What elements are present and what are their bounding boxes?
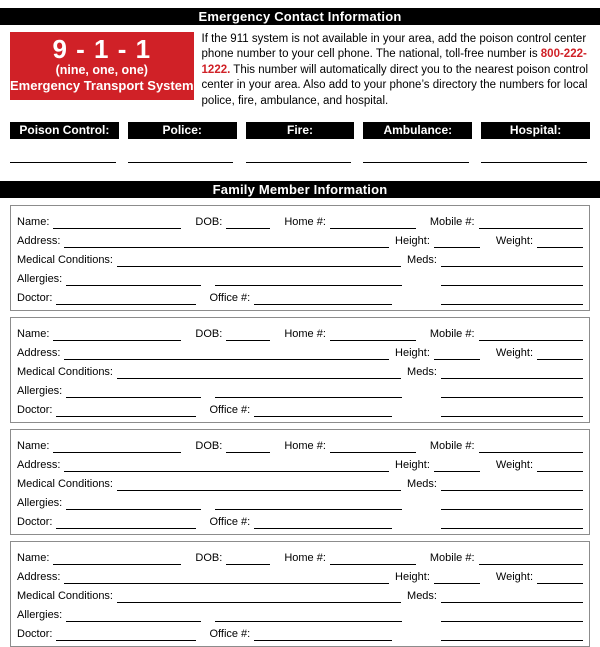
row-medical [17,360,583,379]
name-fill-line [53,441,181,453]
doctor-fill-line [56,629,196,641]
allergies-label: Allergies: [17,497,63,510]
medical-conditions-label: Medical Conditions: [17,478,113,491]
contact-fill-line [10,162,116,163]
weight-fill-line [537,348,583,360]
mobile-phone-label: Mobile #: [429,440,475,453]
row-doctor [17,510,583,529]
weight-fill-line [537,460,583,472]
address-label: Address: [17,235,61,248]
row-name [17,322,583,341]
poison-control-phone-number: 800-222-1222. [201,48,587,76]
address-label: Address: [17,459,61,472]
mobile-phone-fill-line [479,553,583,565]
row-doctor [17,398,583,417]
row-medical [17,248,583,267]
family-member-block-2 [10,429,590,535]
office-phone-fill-line [254,293,392,305]
office-phone-fill-line [254,517,392,529]
dob-label: DOB: [195,328,223,341]
contact-label: Ambulance: [383,123,453,138]
home-phone-label: Home #: [284,552,326,565]
address-fill-line [64,572,389,584]
weight-label: Weight: [495,459,533,472]
home-phone-label: Home #: [284,216,326,229]
address-fill-line [64,236,389,248]
doctor-fill-line [56,405,196,417]
row-address [17,453,583,472]
height-label: Height: [395,347,430,360]
medical-conditions-fill-line [117,479,401,491]
allergies-label: Allergies: [17,609,63,622]
doctor-label: Doctor: [17,404,53,417]
mobile-phone-label: Mobile #: [429,552,475,565]
contact-label-bar [128,122,237,139]
instructions-before-phone: If the 911 system is not available in your area, add the poison control center phone number to your cell phone. The national, toll-free number is [201,33,587,61]
weight-label: Weight: [495,347,533,360]
contact-label: Poison Control: [19,123,110,138]
dob-fill-line [226,217,270,229]
allergies-fill-line [66,386,201,398]
meds-fill-line-2 [441,274,583,286]
weight-fill-line [537,572,583,584]
row-name [17,210,583,229]
doctor-label: Doctor: [17,628,53,641]
dob-label: DOB: [195,216,223,229]
address-label: Address: [17,347,61,360]
row-medical [17,584,583,603]
contact-column-0 [10,122,119,163]
doctor-label: Doctor: [17,516,53,529]
row-address [17,229,583,248]
office-phone-fill-line [254,405,392,417]
row-allergies [17,267,583,286]
meds-label: Meds: [407,478,437,491]
name-label: Name: [17,440,50,453]
row-allergies [17,491,583,510]
emergency-number: 9 - 1 - 1 [52,34,152,64]
office-phone-fill-line [254,629,392,641]
name-fill-line [53,553,181,565]
home-phone-fill-line [330,441,416,453]
mobile-phone-label: Mobile #: [429,328,475,341]
contact-fill-line [363,162,469,163]
home-phone-fill-line [330,217,416,229]
allergies-label: Allergies: [17,273,63,286]
address-fill-line [64,348,389,360]
meds-label: Meds: [407,366,437,379]
address-label: Address: [17,571,61,584]
hero-section [10,32,590,109]
name-label: Name: [17,216,50,229]
contact-column-1 [128,122,237,163]
allergies-fill-line [66,610,201,622]
meds-fill-line [441,367,583,379]
family-member-block-3 [10,541,590,647]
contact-label-bar [481,122,590,139]
row-medical [17,472,583,491]
mobile-phone-fill-line [479,217,583,229]
name-fill-line [53,217,181,229]
address-fill-line [64,460,389,472]
home-phone-label: Home #: [284,328,326,341]
doctor-label: Doctor: [17,292,53,305]
instructions-text [202,32,590,109]
contact-label: Hospital: [509,123,562,138]
document-title-bar [0,8,600,25]
mobile-phone-label: Mobile #: [429,216,475,229]
row-allergies [17,379,583,398]
medical-conditions-label: Medical Conditions: [17,254,113,267]
row-doctor [17,622,583,641]
meds-fill-line [441,591,583,603]
home-phone-fill-line [330,553,416,565]
height-label: Height: [395,235,430,248]
meds-fill-line-3 [441,629,583,641]
row-address [17,341,583,360]
meds-fill-line-3 [441,405,583,417]
allergies-fill-line [66,498,201,510]
meds-fill-line-3 [441,517,583,529]
height-fill-line [434,460,480,472]
mobile-phone-fill-line [479,441,583,453]
allergies-fill-line [66,274,201,286]
contact-fill-line [128,162,234,163]
dob-fill-line [226,441,270,453]
weight-label: Weight: [495,571,533,584]
allergies-label: Allergies: [17,385,63,398]
meds-fill-line-2 [441,498,583,510]
name-label: Name: [17,328,50,341]
medical-conditions-fill-line [117,591,401,603]
weight-label: Weight: [495,235,533,248]
weight-fill-line [537,236,583,248]
contact-column-4 [481,122,590,163]
medical-conditions-label: Medical Conditions: [17,590,113,603]
height-label: Height: [395,459,430,472]
emergency-transport-label: Emergency Transport System [10,78,194,93]
allergies-fill-line-2 [215,386,402,398]
family-section-title: Family Member Information [212,182,388,198]
doctor-fill-line [56,517,196,529]
meds-label: Meds: [407,254,437,267]
dob-fill-line [226,329,270,341]
row-allergies [17,603,583,622]
meds-fill-line-3 [441,293,583,305]
meds-fill-line [441,255,583,267]
allergies-fill-line-2 [215,498,402,510]
dob-label: DOB: [195,440,223,453]
document-title: Emergency Contact Information [198,9,402,24]
family-member-blocks [10,205,590,647]
instructions-after-phone: This number will automatically direct you to the nearest poison control center in your area. Also add to your phone’s directory the numbers for local police, fire, ambulance, and hospital. [201,63,589,107]
emergency-911-box [10,32,194,100]
office-phone-label: Office #: [209,404,251,417]
medical-conditions-label: Medical Conditions: [17,366,113,379]
row-doctor [17,286,583,305]
contact-column-2 [246,122,355,163]
home-phone-fill-line [330,329,416,341]
family-member-block-0 [10,205,590,311]
mobile-phone-fill-line [479,329,583,341]
home-phone-label: Home #: [284,440,326,453]
meds-label: Meds: [407,590,437,603]
medical-conditions-fill-line [117,367,401,379]
contact-label: Police: [162,123,202,138]
height-fill-line [434,572,480,584]
allergies-fill-line-2 [215,610,402,622]
contact-label-bar [246,122,355,139]
meds-fill-line-2 [441,610,583,622]
emergency-number-phonetic: (nine, one, one) [55,63,148,77]
contact-label-bar [10,122,119,139]
row-address [17,565,583,584]
office-phone-label: Office #: [209,292,251,305]
family-member-block-1 [10,317,590,423]
medical-conditions-fill-line [117,255,401,267]
height-label: Height: [395,571,430,584]
dob-label: DOB: [195,552,223,565]
contact-fill-line [246,162,352,163]
contact-fill-line [481,162,587,163]
allergies-fill-line-2 [215,274,402,286]
height-fill-line [434,348,480,360]
name-fill-line [53,329,181,341]
name-label: Name: [17,552,50,565]
meds-fill-line [441,479,583,491]
row-name [17,546,583,565]
dob-fill-line [226,553,270,565]
height-fill-line [434,236,480,248]
row-name [17,434,583,453]
contact-column-3 [363,122,472,163]
office-phone-label: Office #: [209,516,251,529]
contact-label: Fire: [286,123,313,138]
contact-label-bar [363,122,472,139]
meds-fill-line-2 [441,386,583,398]
emergency-contacts-row [10,122,590,163]
office-phone-label: Office #: [209,628,251,641]
family-section-title-bar [0,181,600,198]
doctor-fill-line [56,293,196,305]
